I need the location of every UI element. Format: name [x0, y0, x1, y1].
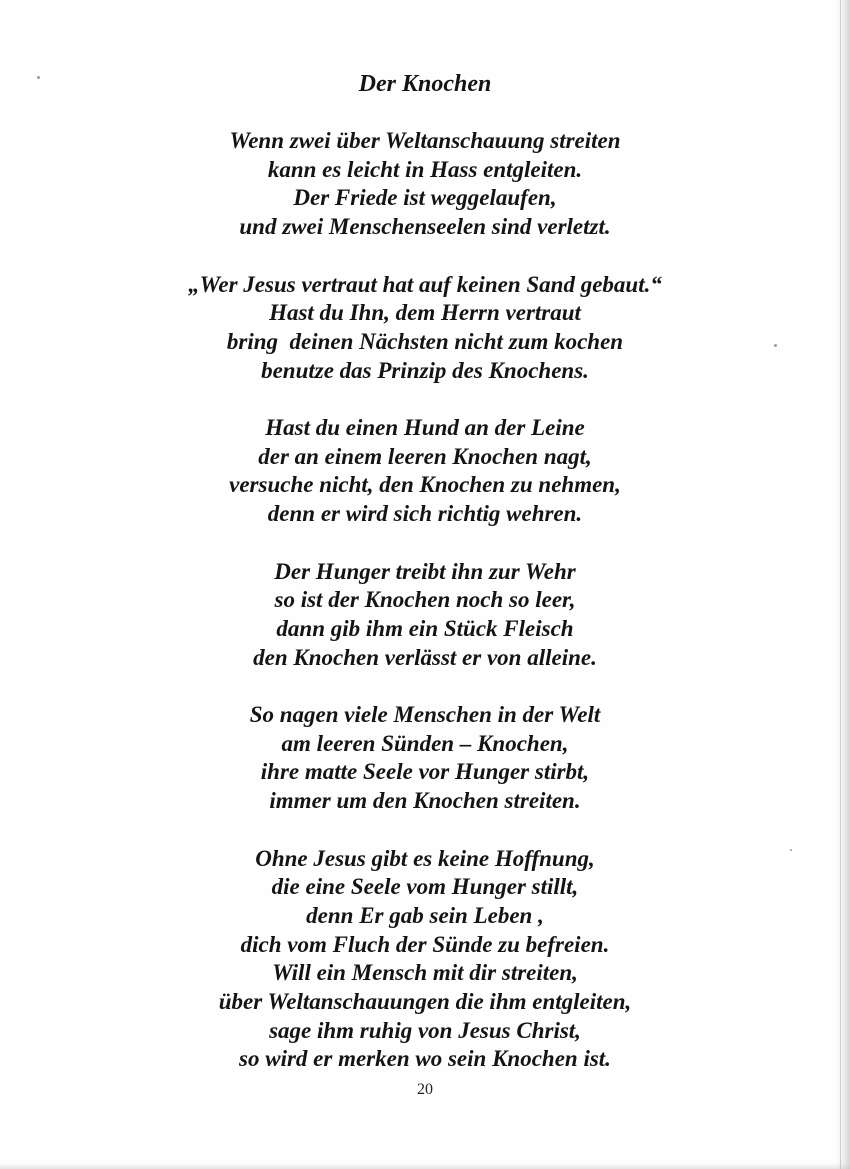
poem-line: der an einem leeren Knochen nagt, [258, 443, 592, 469]
poem-line: so wird er merken wo sein Knochen ist. [239, 1046, 611, 1072]
poem-line: kann es leicht in Hass entgleiten. [267, 156, 583, 182]
poem-line: immer um den Knochen streiten. [269, 788, 581, 814]
poem-line: bring deinen Nächsten nicht zum kochen [226, 328, 624, 354]
stanza [0, 127, 850, 242]
poem-line: So nagen viele Menschen in der Welt [249, 702, 601, 727]
stanza [0, 558, 850, 673]
page-number: 20 [417, 1081, 433, 1098]
poem-line: die eine Seele vom Hunger stillt, [271, 874, 579, 900]
poem-line: dich vom Fluch der Sünde zu befreien. [240, 931, 610, 957]
poem-line: Will ein Mensch mit dir streiten, [272, 960, 578, 986]
poem-line: Hast du Ihn, dem Herrn vertraut [269, 300, 581, 326]
poem-line: Hast du einen Hund an der Leine [265, 415, 585, 440]
poem-line: „Wer Jesus vertraut hat auf keinen Sand gebaut.“ [188, 271, 662, 297]
poem-line: so ist der Knochen noch so leer, [274, 587, 576, 613]
poem-line: denn Er gab sein Leben , [306, 902, 544, 928]
stanza [0, 414, 850, 529]
poem-body [0, 127, 850, 1074]
poem-title: Der Knochen [358, 71, 492, 97]
poem-line: den Knochen verlässt er von alleine. [253, 644, 597, 670]
poem-line: Der Hunger treibt ihn zur Wehr [274, 558, 576, 584]
poem-line: Ohne Jesus gibt es keine Hoffnung, [255, 845, 595, 871]
poem-line: ihre matte Seele vor Hunger stirbt, [260, 759, 590, 785]
stanza [0, 845, 850, 1075]
stanza [0, 271, 850, 386]
poem-line: dann gib ihm ein Stück Fleisch [276, 615, 574, 641]
poem-line: benutze das Prinzip des Knochens. [261, 357, 589, 383]
poem-line: über Weltanschauungen die ihm entgleiten, [218, 989, 632, 1015]
poem-line: und zwei Menschenseelen sind verletzt. [239, 214, 611, 240]
poem-line: Wenn zwei über Weltanschauung streiten [229, 128, 621, 153]
poem-line: sage ihm ruhig von Jesus Christ, [269, 1017, 581, 1043]
poem-line: denn er wird sich richtig wehren. [267, 501, 583, 527]
stanza [0, 701, 850, 816]
poem-line: am leeren Sünden – Knochen, [281, 730, 569, 756]
poem-line: Der Friede ist weggelaufen, [293, 185, 557, 211]
page-edge-shadow-bottom [0, 1163, 850, 1169]
poem-line: versuche nicht, den Knochen zu nehmen, [229, 472, 621, 498]
